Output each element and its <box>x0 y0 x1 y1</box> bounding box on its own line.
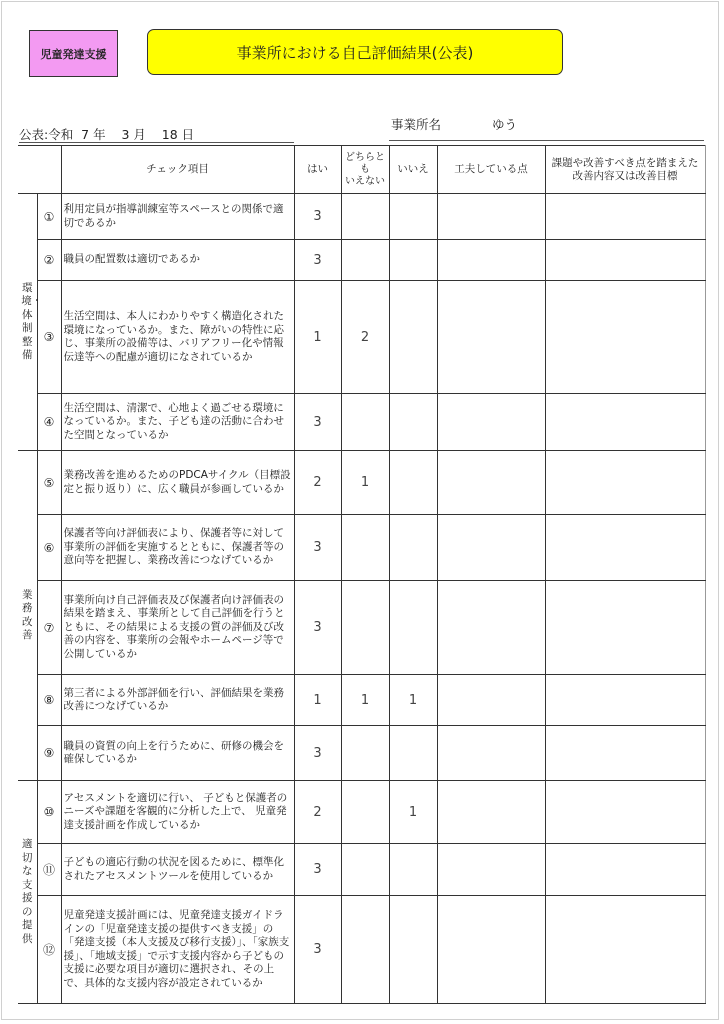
efforts-cell <box>437 394 545 451</box>
office-name-label: 事業所名 <box>391 117 442 132</box>
neither-count <box>341 515 389 581</box>
row-number: ① <box>37 194 61 240</box>
efforts-cell <box>437 240 545 281</box>
table-row <box>18 194 705 240</box>
efforts-cell <box>437 844 545 896</box>
no-count <box>389 451 437 515</box>
check-item-text: 利用定員が指導訓練室等スペースとの関係で適切であるか <box>61 194 294 240</box>
table-row <box>18 240 705 281</box>
no-count <box>389 896 437 1004</box>
no-count <box>389 194 437 240</box>
row-number: ⑥ <box>37 515 61 581</box>
neither-count: 1 <box>341 451 389 515</box>
row-number: ⑫ <box>37 896 61 1004</box>
no-count <box>389 394 437 451</box>
table-row <box>18 726 705 781</box>
no-count <box>389 281 437 394</box>
no-count <box>389 844 437 896</box>
check-item-text: 生活空間は、清潔で、心地よく過ごせる環境になっているか。また、子ども達の活動に合わせた空間となっているか <box>61 394 294 451</box>
neither-count <box>341 726 389 781</box>
header-blank <box>18 146 61 194</box>
no-count <box>389 515 437 581</box>
efforts-cell <box>437 896 545 1004</box>
page-title-text: 事業所における自己評価結果(公表) <box>236 43 474 62</box>
check-item-text: 職員の資質の向上を行うために、研修の機会を確保しているか <box>61 726 294 781</box>
yes-count: 3 <box>294 844 341 896</box>
neither-count <box>341 581 389 675</box>
improvements-cell <box>545 281 705 394</box>
table-row <box>18 675 705 726</box>
office-name-underline <box>389 140 704 141</box>
page-title <box>147 29 563 75</box>
check-item-text: 業務改善を進めるためのPDCAサイクル（目標設定と振り返り）に、広く職員が参画しているか <box>61 451 294 515</box>
header-improvements: 課題や改善すべき点を踏まえた改善内容又は改善目標 <box>545 146 705 194</box>
category-business-improvement: 業務改善 <box>18 451 37 781</box>
neither-count <box>341 194 389 240</box>
header-efforts: 工夫している点 <box>437 146 545 194</box>
improvements-cell <box>545 675 705 726</box>
yes-count: 3 <box>294 726 341 781</box>
improvements-cell <box>545 394 705 451</box>
no-count: 1 <box>389 675 437 726</box>
yes-count: 2 <box>294 781 341 844</box>
yes-count: 3 <box>294 896 341 1004</box>
table-row <box>18 844 705 896</box>
table-row <box>18 281 705 394</box>
neither-count <box>341 844 389 896</box>
yes-count: 2 <box>294 451 341 515</box>
table-row <box>18 394 705 451</box>
header-row <box>18 146 705 194</box>
check-item-text: 保護者等向け評価表により、保護者等に対して事業所の評価を実施するとともに、保護者等の意向等を把握し、業務改善につなげているか <box>61 515 294 581</box>
header-yes: はい <box>294 146 341 194</box>
improvements-cell <box>545 781 705 844</box>
no-count <box>389 581 437 675</box>
publish-date-underline <box>19 142 294 143</box>
neither-count <box>341 240 389 281</box>
table-row <box>18 515 705 581</box>
office-name-value: ゆう <box>492 117 518 132</box>
service-type-badge <box>29 30 118 77</box>
neither-count <box>341 896 389 1004</box>
row-number: ⑨ <box>37 726 61 781</box>
yes-count: 1 <box>294 281 341 394</box>
improvements-cell <box>545 726 705 781</box>
table-row <box>18 581 705 675</box>
check-item-text: 事業所向け自己評価表及び保護者向け評価表の結果を踏まえ、事業所として自己評価を行うとともに、その結果による支援の質の評価及び改善の内容を、事業所の会報やホームページ等で公開しているか <box>61 581 294 675</box>
row-number: ⑪ <box>37 844 61 896</box>
no-count: 1 <box>389 781 437 844</box>
improvements-cell <box>545 240 705 281</box>
yes-count: 1 <box>294 675 341 726</box>
efforts-cell <box>437 451 545 515</box>
neither-count: 2 <box>341 281 389 394</box>
no-count <box>389 240 437 281</box>
row-number: ④ <box>37 394 61 451</box>
row-number: ⑤ <box>37 451 61 515</box>
table-row <box>18 451 705 515</box>
efforts-cell <box>437 675 545 726</box>
header-check-item: チェック項目 <box>61 146 294 194</box>
row-number: ② <box>37 240 61 281</box>
table-row <box>18 896 705 1004</box>
row-number: ③ <box>37 281 61 394</box>
check-item-text: 生活空間は、本人にわかりやすく構造化された環境になっているか。また、障がいの特性に応じ、事業所の設備等は、バリアフリー化や情報伝達等への配慮が適切になされているか <box>61 281 294 394</box>
neither-count: 1 <box>341 675 389 726</box>
service-type-label: 児童発達支援 <box>40 47 107 61</box>
neither-count <box>341 781 389 844</box>
category-appropriate-support: 適切な支援の提供 <box>18 781 37 1004</box>
check-item-text: 第三者による外部評価を行い、評価結果を業務改善につなげているか <box>61 675 294 726</box>
row-number: ⑩ <box>37 781 61 844</box>
improvements-cell <box>545 581 705 675</box>
yes-count: 3 <box>294 194 341 240</box>
self-evaluation-table <box>18 145 706 1004</box>
yes-count: 3 <box>294 581 341 675</box>
row-number: ⑧ <box>37 675 61 726</box>
efforts-cell <box>437 515 545 581</box>
check-item-text: 子どもの適応行動の状況を図るために、標準化されたアセスメントツールを使用しているか <box>61 844 294 896</box>
table-row <box>18 781 705 844</box>
category-environment: 環境・体制整備 <box>18 194 37 451</box>
improvements-cell <box>545 515 705 581</box>
efforts-cell <box>437 281 545 394</box>
neither-count <box>341 394 389 451</box>
no-count <box>389 726 437 781</box>
check-item-text: 職員の配置数は適切であるか <box>61 240 294 281</box>
improvements-cell <box>545 896 705 1004</box>
improvements-cell <box>545 451 705 515</box>
row-number: ⑦ <box>37 581 61 675</box>
publish-date: 公表:令和 7 年 3 月 18 日 <box>19 127 195 142</box>
efforts-cell <box>437 781 545 844</box>
yes-count: 3 <box>294 515 341 581</box>
yes-count: 3 <box>294 240 341 281</box>
improvements-cell <box>545 194 705 240</box>
check-item-text: 児童発達支援計画には、児童発達支援ガイドラインの「児童発達支援の提供すべき支援」の「発達支援（本人支援及び移行支援）」、「家族支援」、「地域支援」で示す支援内容から子どもの支援に必要な項目が適切に選択され、その上で、具体的な支援内容が設定されているか <box>61 896 294 1004</box>
yes-count: 3 <box>294 394 341 451</box>
efforts-cell <box>437 581 545 675</box>
improvements-cell <box>545 844 705 896</box>
efforts-cell <box>437 194 545 240</box>
efforts-cell <box>437 726 545 781</box>
header-no: いいえ <box>389 146 437 194</box>
check-item-text: アセスメントを適切に行い、 子どもと保護者のニーズや課題を客観的に分析した上で、 児童発達支援計画を作成しているか <box>61 781 294 844</box>
header-neither: どちらとも いえない <box>341 146 389 194</box>
